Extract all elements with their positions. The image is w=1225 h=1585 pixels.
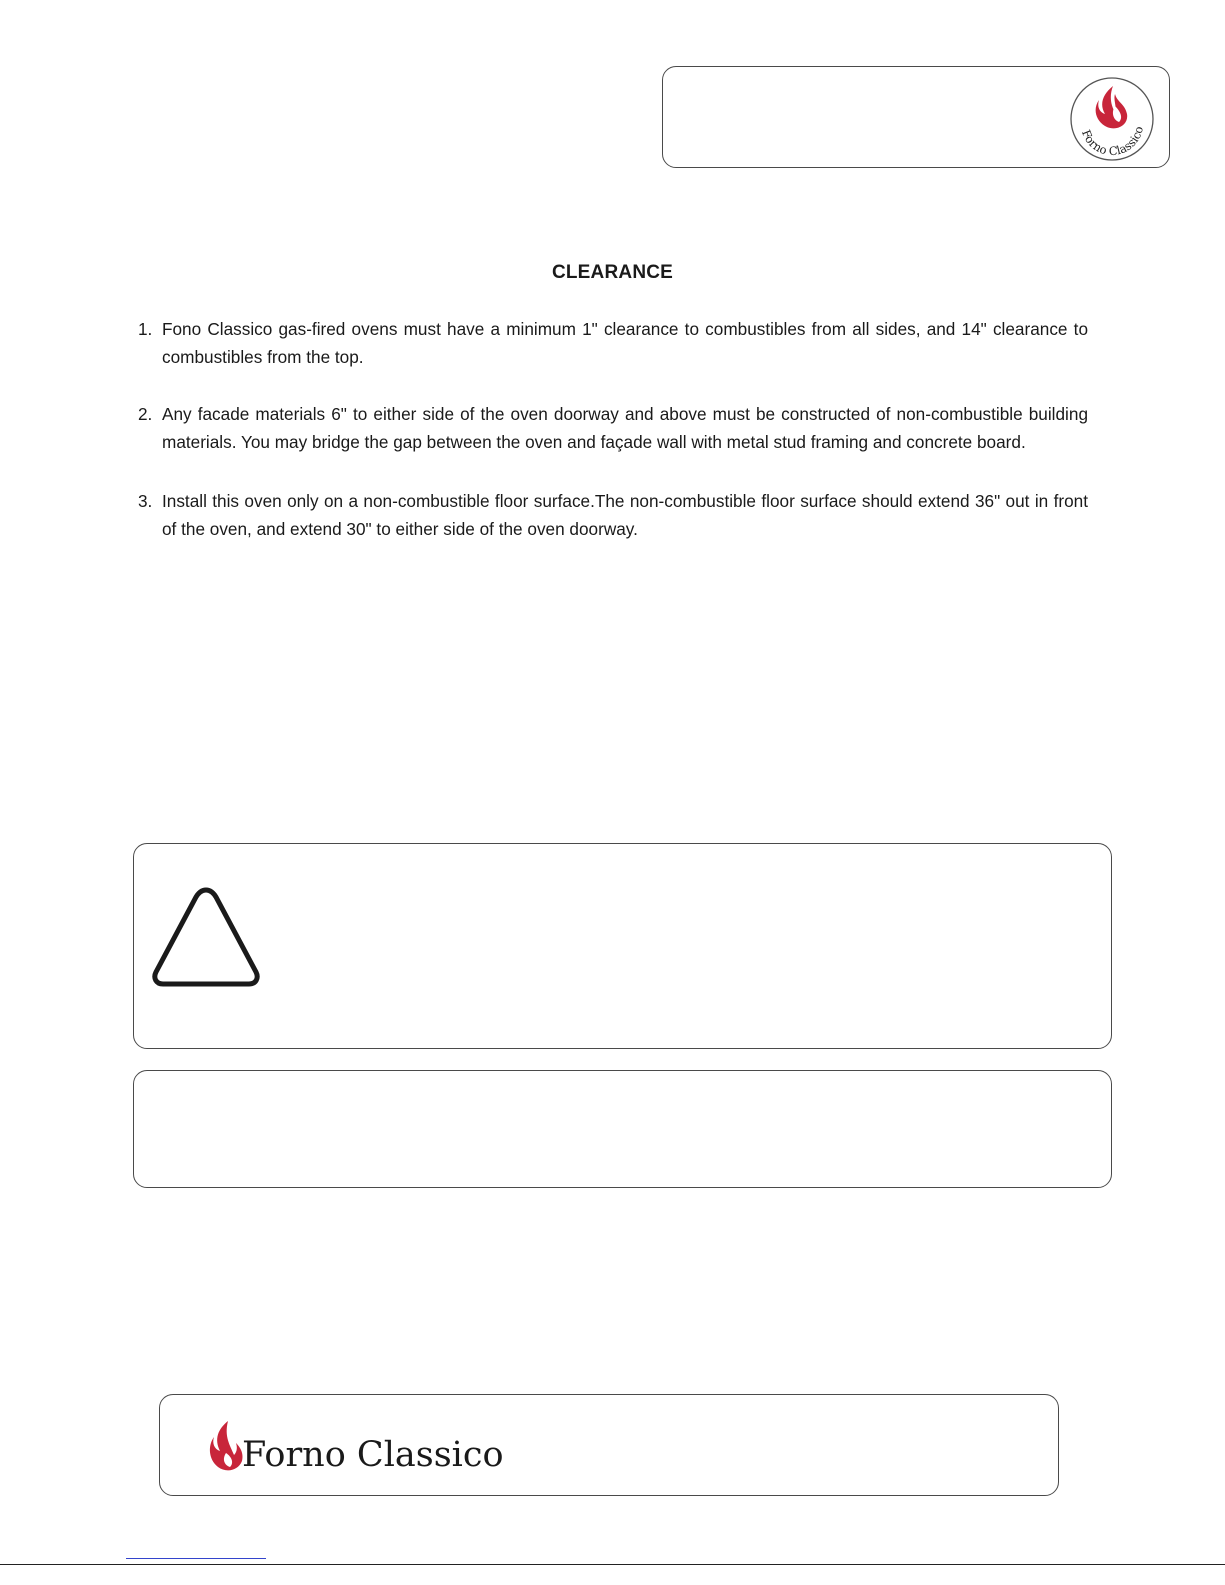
item-text: Fono Classico gas-fired ovens must have a minimum 1" clearance to combustibles from all sides, and 14" clearance to combustibles from the top.: [162, 319, 1088, 367]
header-box: [662, 66, 1170, 168]
item-text: Any facade materials 6" to either side of the oven doorway and above must be constructed of non-combustible building materials. You may bridge the gap between the oven and façade wall with metal stud framing and concrete board.: [162, 404, 1088, 452]
page-title: CLEARANCE: [551, 262, 674, 283]
list-item: [138, 315, 1088, 371]
item-number: 1.: [138, 319, 153, 339]
footer-box: [159, 1394, 1059, 1496]
seal-text: Forno Classico: [1078, 124, 1146, 159]
warning-box: [133, 843, 1112, 1049]
flame-icon: [206, 1419, 246, 1477]
bottom-divider: [0, 1564, 1225, 1565]
list-item: [138, 487, 1088, 543]
footer-logo: [206, 1413, 504, 1477]
bottom-link-underline: [126, 1558, 266, 1559]
item-number: 3.: [138, 491, 153, 511]
footer-brand-text: Forno Classico: [242, 1435, 504, 1475]
warning-triangle-icon: [144, 882, 268, 994]
forno-classico-seal-logo: [1069, 76, 1155, 162]
list-item: [138, 400, 1088, 456]
note-box: [133, 1070, 1112, 1188]
item-number: 2.: [138, 404, 153, 424]
item-text: Install this oven only on a non-combustible floor surface.The non-combustible floor surface should extend 36" out in front of the oven, and extend 30" to either side of the oven doorway.: [162, 491, 1088, 539]
